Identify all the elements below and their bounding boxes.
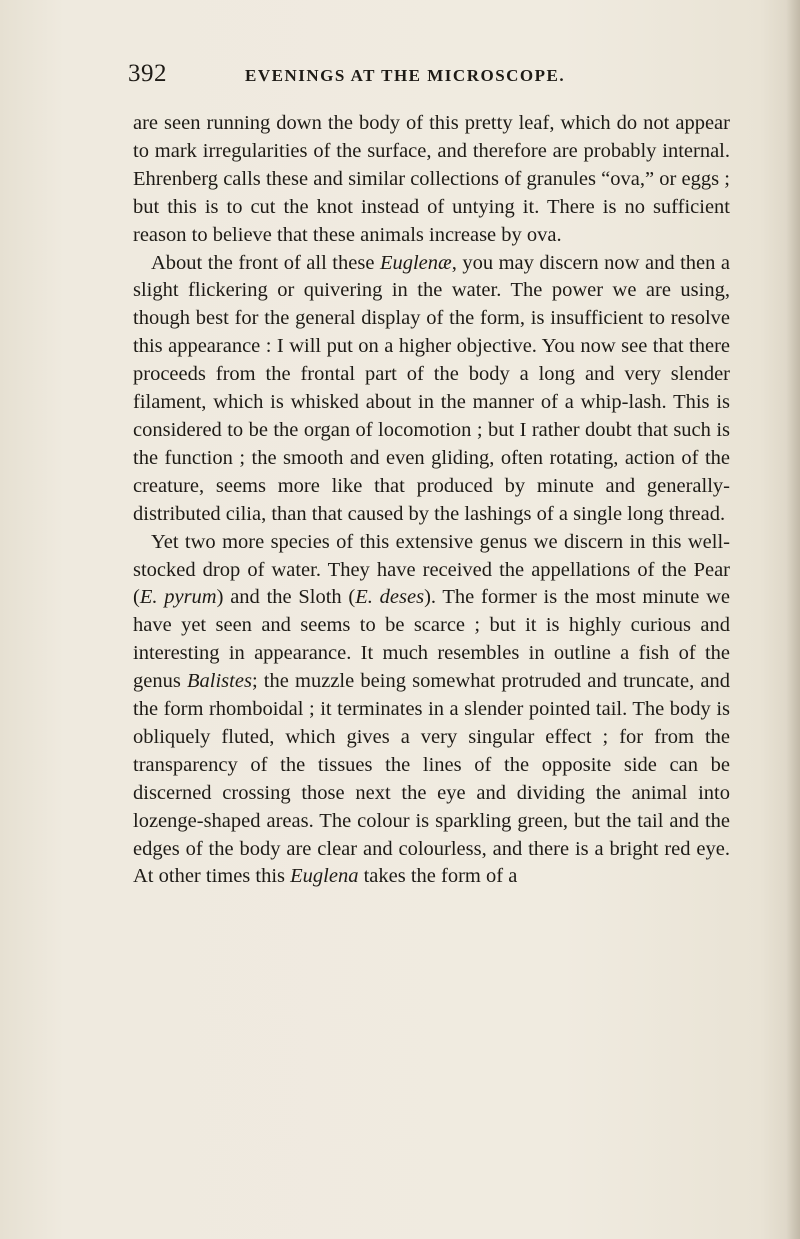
page-header [128,60,728,94]
text-run: Yet two more species of this extensive genus we discern in this well-stocked drop of water. They have received the appellations of the Pear ( [133,530,730,609]
page-number: 392 [128,60,167,87]
running-head: EVENINGS AT THE MICROSCOPE. [245,66,566,85]
italic-term: Euglenæ [379,251,452,274]
text-run: ) and the Sloth ( [216,586,356,609]
text-run: ; the muzzle being somewhat protruded and truncate, and the form rhomboidal ; it terminates in a slender pointed tail. The body is obliquely fluted, which gives a very singular effect ; for from the transparency of the tissues the lines of the opposite side can be discerned crossing those next the eye and dividing the animal into lozenge-shaped areas. The colour is sparkling green, but the tail and the edges of the body are clear and colourless, and there is a bright red eye. At other times this [133,670,730,888]
text-run: ). The former is the most minute we have yet seen and seems to be scarce ; but it is highly curious and interesting in appearance. It much resembles in outline a fish of the genus [133,586,731,693]
italic-term: Balistes [187,670,252,693]
italic-term: E. pyrum [139,586,217,609]
italic-term: Euglena [290,865,359,888]
text-run: About the front of all these [151,251,380,274]
text-run: are seen running down the body of this pretty leaf, which do not appear to mark irregularities of the surface, and therefore are probably internal. Ehrenberg calls these and similar collections of granules “ova,” or eggs ; but this is to cut the knot instead of untying it. There is no sufficient reason to believe that these animals increase by ova. [133,112,730,246]
text-run: , you may discern now and then a slight flickering or quivering in the water. The power we are using, though best for the general display of the form, is insufficient to resolve this appearance : I will put on a higher objective. You now see that there proceeds from the frontal part of the body a long and very slender filament, which is whisked about in the manner of a whip-lash. This is considered to be the organ of locomotion ; but I rather doubt that such is the function ; the smooth and even gliding, often rotating, action of the creature, seems more like that produced by minute and generally-distributed cilia, than that caused by the lashings of a single long thread. [133,251,730,525]
paragraph-locomotion [133,250,730,529]
italic-term: E. deses [355,586,425,609]
text-run: takes the form of a [358,865,518,888]
page-edge-shadow [786,0,800,1239]
body-text [133,110,730,891]
paragraph-ova [133,110,730,250]
paragraph-species [133,529,730,892]
